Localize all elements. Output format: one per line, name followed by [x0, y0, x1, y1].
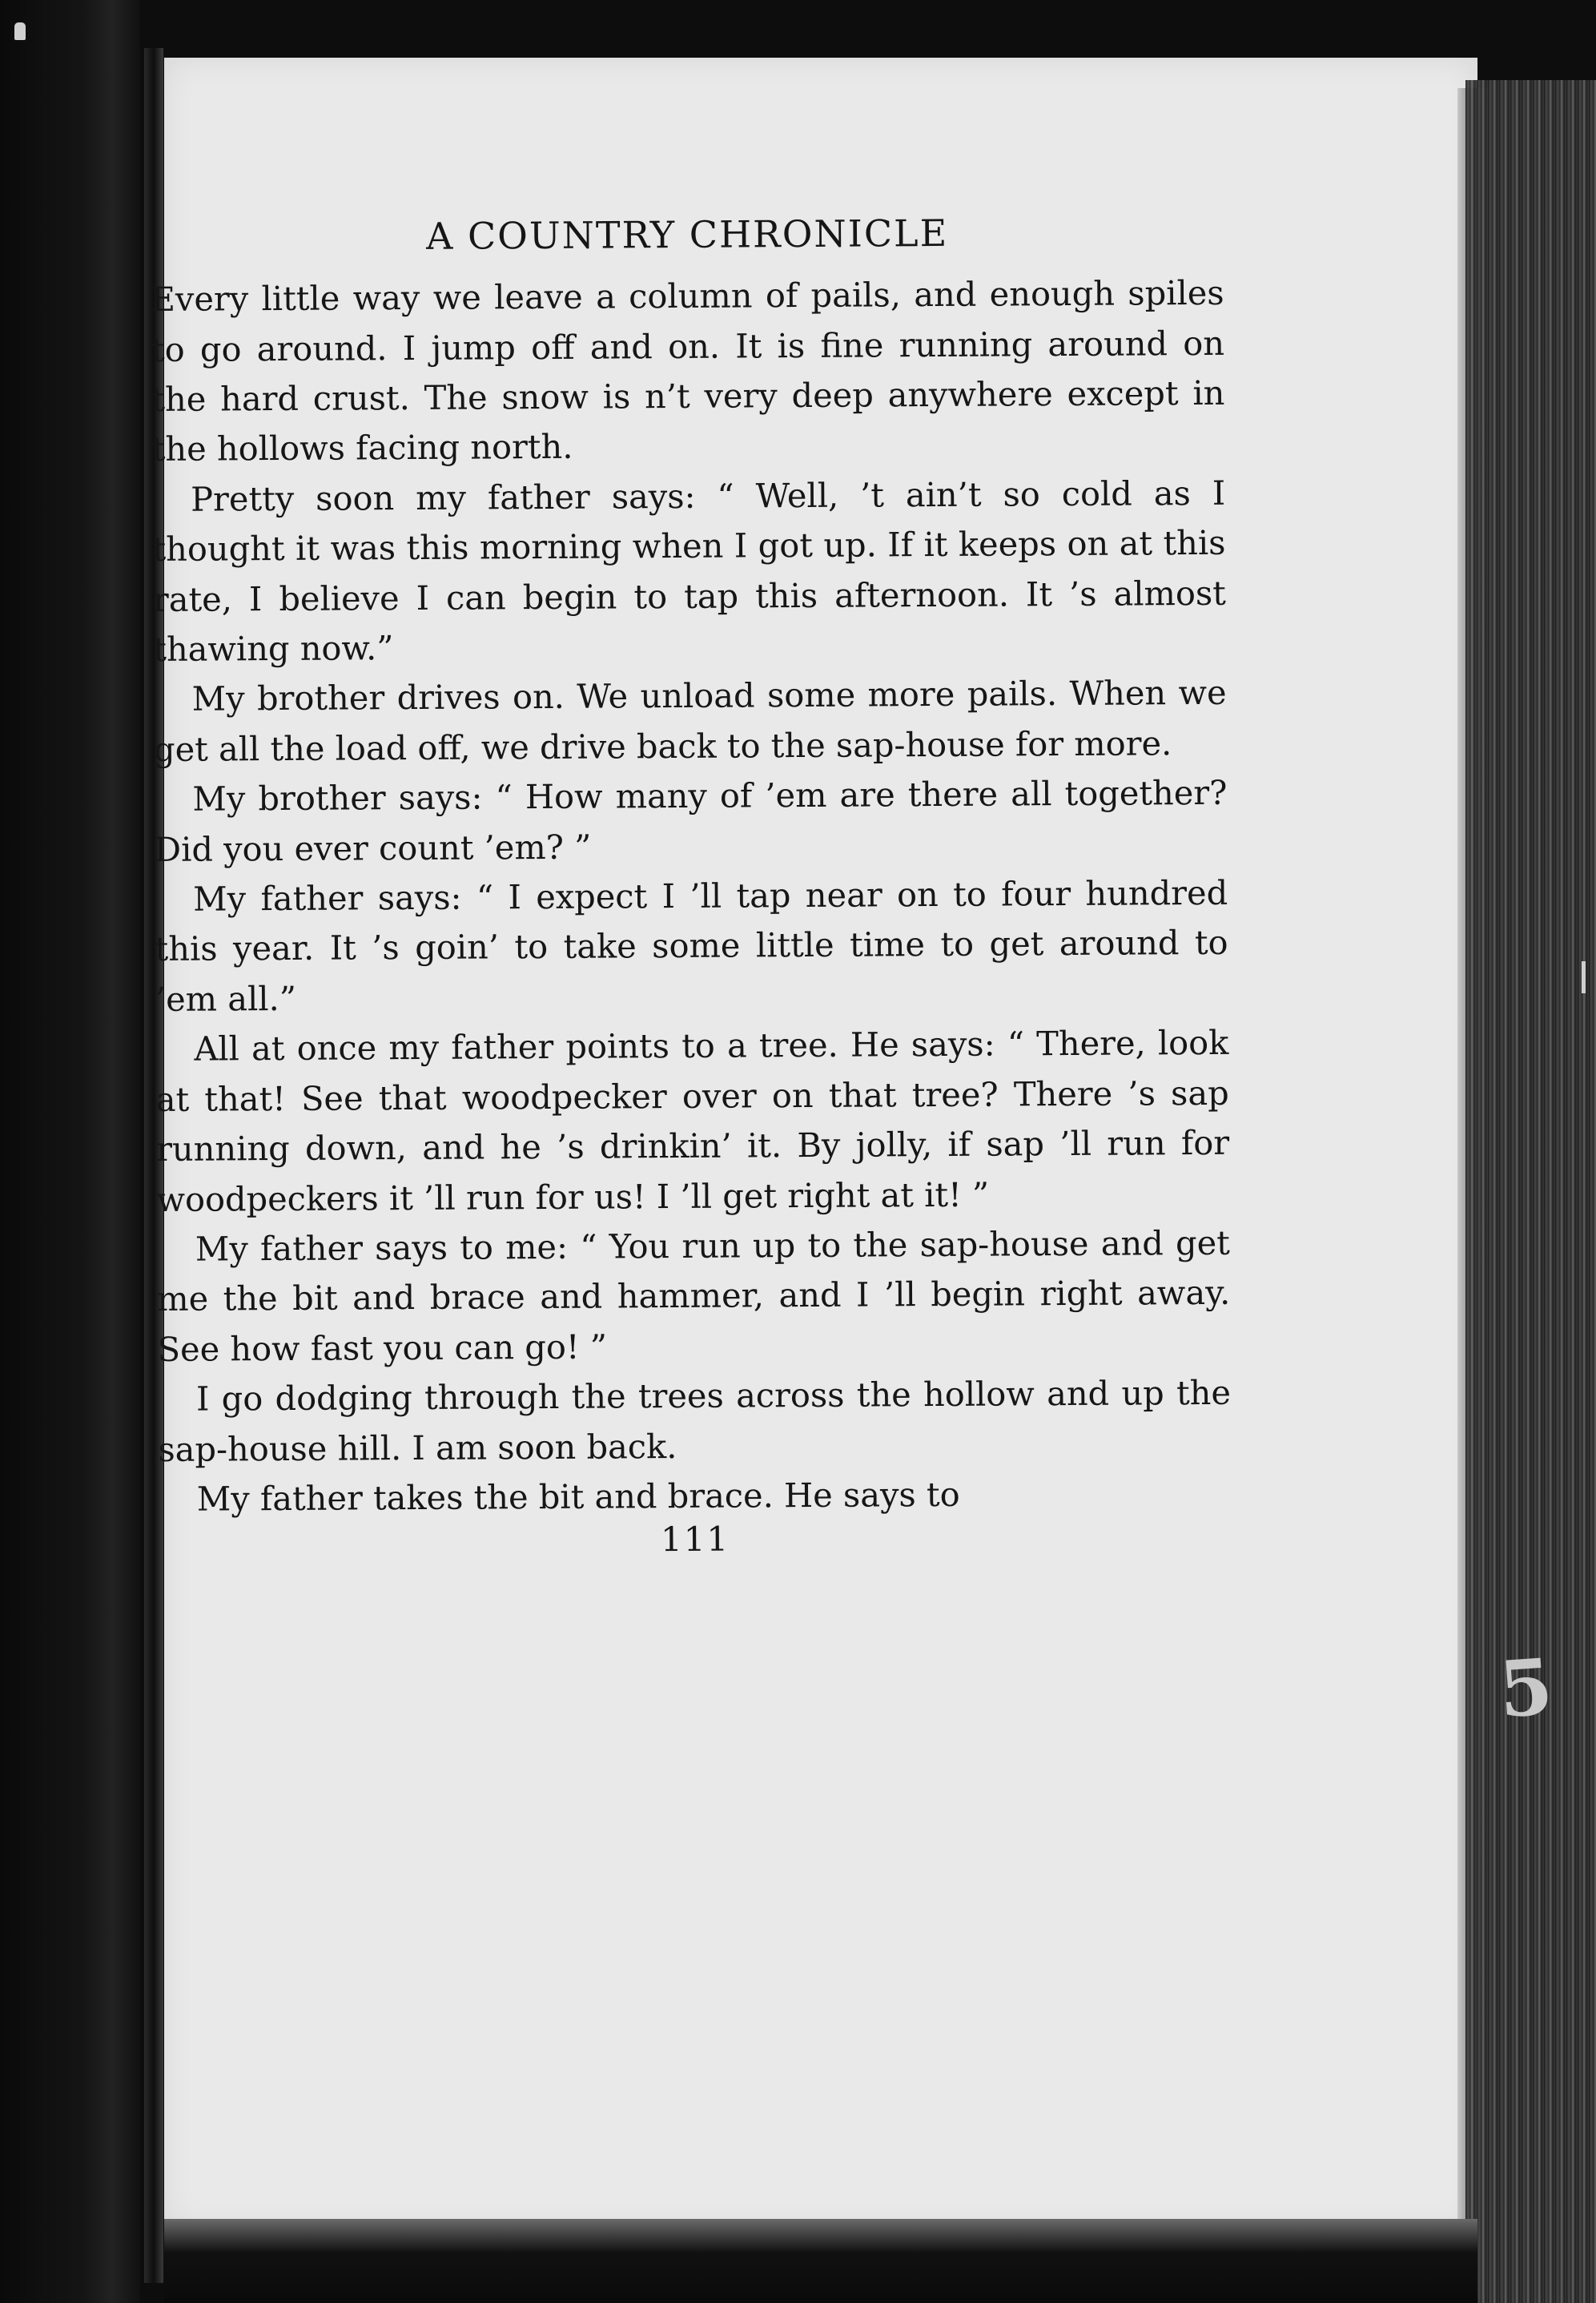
paragraph: All at once my father points to a tree. He says: “ There, look at that! See that woodpecker over on that tree? There ’s sap running down, and he ’s drinkin’ it. By jolly, if sap ’ll run for woodpeckers it ’ll run for us! I ’ll get right at it! ”: [155, 1023, 1230, 1219]
bottom-shadow: [164, 2219, 1477, 2303]
paragraph: Every little way we leave a column of pails, and enough spiles to go around. I jump off and on. It is fine running around on the hard crust. The snow is n’t very deep anywhere except in the hollows facing north.: [151, 273, 1225, 469]
left-binding-shadow: [0, 0, 140, 2303]
paragraph: My father says: “ I expect I ’ll tap near on to four hundred this year. It ’s goin’ to take some little time to get around to ’em all.”: [155, 872, 1228, 1019]
paragraph: My father takes the bit and brace. He says to: [196, 1474, 960, 1519]
page-stack-edge: [1465, 80, 1596, 2303]
paragraph: I go dodging through the trees across the hollow and up the sap-house hill. I am soon back.: [158, 1372, 1232, 1469]
paragraph: My brother drives on. We unload some more pails. When we get all the load off, we drive back to the sap-house for more.: [153, 673, 1227, 769]
page-number: 111: [660, 1519, 730, 1560]
paragraph: My brother says: “ How many of ’em are there all together? Did you ever count ’em? ”: [154, 773, 1228, 869]
handwritten-margin-mark: 5: [1496, 1641, 1556, 1736]
edge-tick-mark: [1582, 961, 1586, 993]
paragraph: Pretty soon my father says: “ Well, ’t ain’t so cold as I thought it was this morning when I got up. If it keeps on at this rate, I believe I can begin to tap this afternoon. It ’s almost thawing now.”: [152, 473, 1227, 670]
running-head: A COUNTRY CHRONICLE: [425, 211, 949, 258]
paragraph: My father says to me: “ You run up to the sap-house and get me the bit and brace and hammer, and I ’ll begin right away. See how fast you can go! ”: [157, 1222, 1231, 1369]
scan-corner-mark: [14, 22, 26, 40]
text-block: [151, 210, 1232, 1564]
